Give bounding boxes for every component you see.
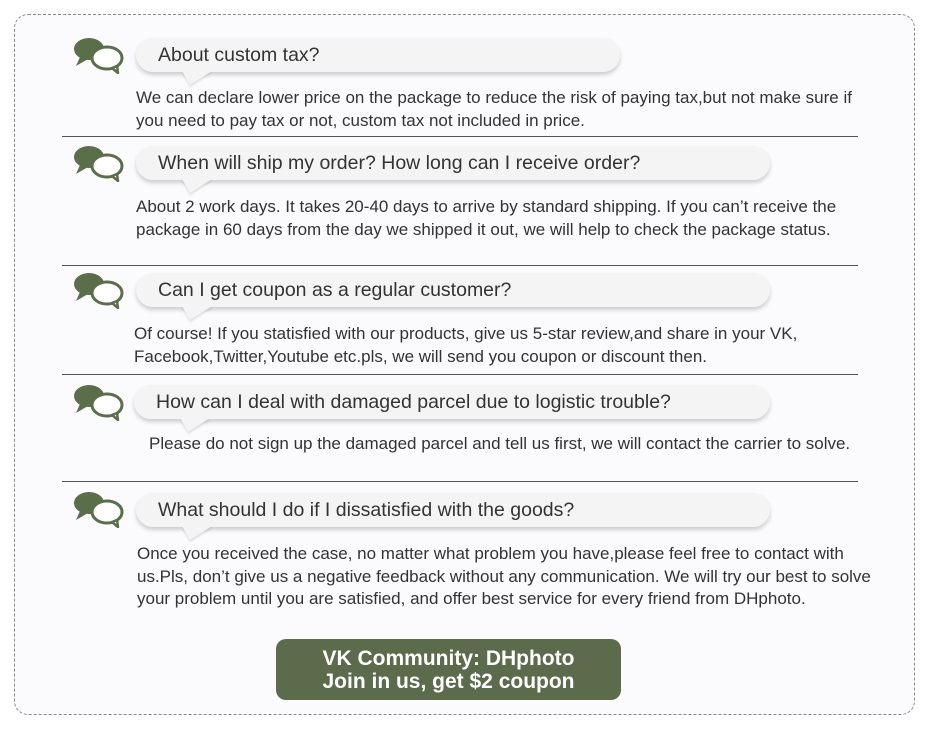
question-text: How can I deal with damaged parcel due to logistic trouble? [156,391,671,413]
question-bubble [136,273,770,307]
question-text: Can I get coupon as a regular customer? [158,279,512,301]
chat-bubbles-icon [72,490,126,528]
question-text: About custom tax? [158,44,320,66]
divider [62,374,858,375]
divider [62,265,858,266]
vk-community-button[interactable] [276,639,621,700]
question-bubble [134,385,770,419]
chat-bubbles-icon [72,383,126,421]
coupon-offer-label: Join in us, get $2 coupon [322,670,575,693]
question-text: What should I do if I dissatisfied with the goods? [158,499,575,521]
answer-text: We can declare lower price on the package to reduce the risk of paying tax,but not make sure if you need to pay tax or not, custom tax not included in price. [136,88,852,130]
divider [62,136,858,137]
chat-bubbles-icon [72,36,126,74]
question-text: When will ship my order? How long can I receive order? [158,152,641,174]
divider [62,481,858,482]
question-bubble [136,493,770,527]
answer-text: About 2 work days. It takes 20-40 days to arrive by standard shipping. If you can’t receive the package in 60 days from the day we shipped it out, we will help to check the package status. [136,197,837,239]
vk-community-label: VK Community: DHphoto [322,647,575,670]
answer-text: Of course! If you statisfied with our products, give us 5-star review,and share in your VK, Facebook,Twitter,Youtube etc.pls, we will send you coupon or discount then. [134,324,798,366]
answer-text: Please do not sign up the damaged parcel and tell us first, we will contact the carrier to solve. [149,434,851,453]
answer-text: Once you received the case, no matter what problem you have,please feel free to contact with us.Pls, don’t give us a negative feedback without any communication. We will try our best to solve your problem until you are satisfied, and offer best service for every friend from DHphoto. [137,544,871,608]
question-bubble [136,38,620,72]
chat-bubbles-icon [72,271,126,309]
question-bubble [136,146,770,180]
chat-bubbles-icon [72,144,126,182]
